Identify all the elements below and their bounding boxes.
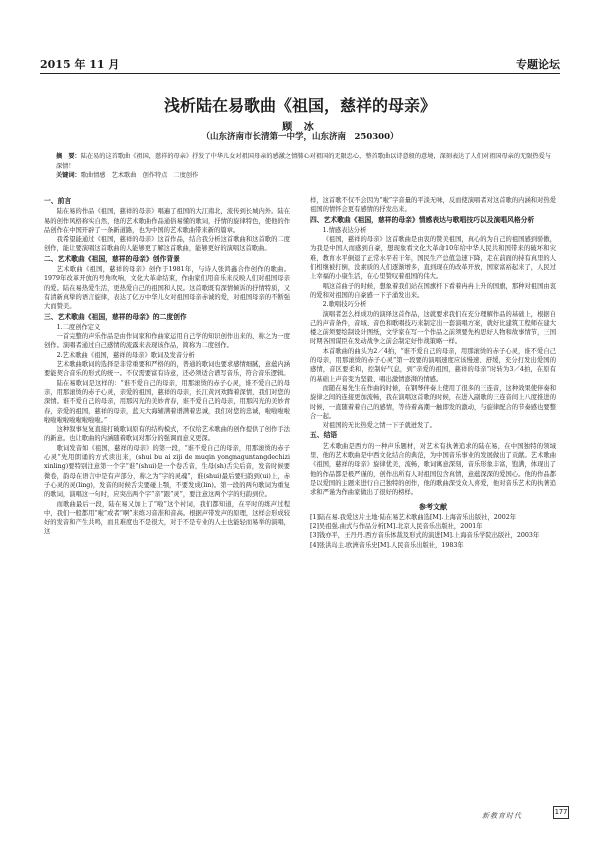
body-paragraph: 对祖国的无比热爱之情一下子就迸发了。 (322, 422, 436, 430)
section-label: 专题论坛 (516, 58, 560, 71)
abstract-label: 摘 要： (56, 153, 81, 160)
body-paragraph: 而随在易先生在作曲的时候，在钢琴伴奏上使用了很多的三连音，这种效果使伴奏和旋律之间的连接更加流畅，我在演唱这首歌的时候，在进入副歌的三连音间上八度推进的时候，一直随着着自己的感情，等待着高潮一触即发的激动，与旋律配合的节奏感也要整合一起。 (310, 384, 556, 420)
subsection-heading: 1.二度创作定义 (56, 323, 101, 331)
subsection-heading: 2.歌唱技巧分析 (322, 301, 367, 309)
section-heading: 四、艺术歌曲《祖国，慈祥的母亲》情感表达与歌唱技巧以及演唱风格分析 (310, 215, 535, 224)
journal-mark: 新教育时代 (482, 812, 522, 820)
body-paragraph: 艺术歌曲歌词的选择是非常重要和严格的的，普通的歌词也要求感情细腻，意蕴内涵要能契合音乐的形式的统一。不仅需要富有诗意，还必须适合谱写音乐，符合音乐逻辑。 (44, 361, 290, 378)
abstract-paragraph (56, 152, 556, 171)
abstract-block (56, 152, 556, 181)
body-paragraph: 歌词发音如《祖国，慈祥的母亲》的第一段，“谁不爱自己的母亲，用那滚烫的赤子心灵”先用朗诵的方式读出来，(shui bu ai ziji de muqin yongnaguntangdechizi xinling)要特别注意第一个字“谁”(shui)是一个卷舌音，生母(sh)舌尖后音，发音时候要微卷，韵母在语言中是有声部分，称之为“字的灵魂”，谁(shui)最后要归韵到(ui)上，赤子心灵的灵(ling)，发音的时候舌尖要碰上颚，不要发成(lin)。第一段的两句歌词为重复的歌词，演唱这一句时，应突出两个字“亲”跟“灵”，要注意这两个字的归韵到位。 (44, 444, 290, 499)
body-paragraph: 样，这首歌不仅不会因为“啦”字音量的平淡无味，反而使演唱者对这首歌的内涵和对热爱祖国的情怀会更有感情的抒发出来。 (310, 197, 556, 214)
body-paragraph: 这种叙事复复直接打破歌词原有的结构模式，不仅给艺术歌曲的创作提供了创作手法的新意。也让歌曲的内涵随着歌词对那分的强调而意义更深。 (44, 426, 290, 443)
body-paragraph: 艺术歌曲《祖国，慈祥的母亲》创作于1981年，与诗人张鸿鑫合作创作的歌曲。1979年改革开放的号角吹响，文化大革命结束，作曲家们用音乐来反映人们对祖国母亲的爱。陆在易热爱生活，更热爱自己的祖国和人民。这首歌既有深情倾诉的抒情特质，又有清新真挚的语言旋律，表达了亿万中华儿女对祖国母亲赤诚的爱，对祖国母亲的不断强大而赞美。 (44, 266, 290, 311)
article-title: 浅析陆在易歌曲《祖国，慈祥的母亲》 (163, 96, 436, 115)
abstract-text: 陆在易的这首歌曲《祖国，慈祥的母亲》抒发了中华儿女对祖国母亲的感激之情肺心对祖国的无限忠心，整首歌曲以诗意般的意境，深刻表达了人们对祖国母亲的无限热爱与深情！ (56, 153, 551, 170)
reference-item: [1]陆在易.我爱这片土地·陆在易艺术歌曲选[M].上海音乐出版社，2002年 (310, 513, 517, 521)
reference-item: [3]钱亦平，王丹丹.西方音乐体裁及形式的演进[M].上海音乐学院出版社，2003年 (310, 532, 540, 540)
section-heading: 一、前言 (44, 197, 72, 205)
body-paragraph: 陆在易歌词是这样的：“谁不爱自己的母亲，用那滚烫的赤子心灵，谁不爱自己的母亲，用那滚烫的赤子心灵，亲爱的祖国，慈祥的母亲，长江黄河欢腾着深情，我们对您的深情。谁不爱自己的母亲，用那闪光的美妙青春，谁不爱自己的母亲，用那闪光的美妙青春，亲爱的祖国，慈祥的母亲，蓝天大海辅满着谱满着忠诚，我们对您的忠诚，啦啦啦啦啦啦啦啦啦啦啦啦啦。” (44, 379, 290, 424)
body-paragraph: 唱这首曲子的时候，想象着我们站在国旗杆下看着冉冉上升的国旗，那种对祖国由衷的爱和对祖国的自豪感一下子涌发出来。 (310, 282, 556, 299)
body-paragraph: 陆在易的作品《祖国，慈祥的母亲》唱遍了祖国的大江南北，流传到长城内外。陆在易的创作风格称实自然，他的艺术歌曲作品通俗易懂的歌词，抒情的旋律特色，使他的作品创作在中国开辟了一条新道路，也为中国的艺术歌曲带来新的篇章。 (44, 208, 290, 234)
body-paragraph: 我希望能通过《祖国，慈祥的母亲》这首作品，结合我分析这首歌曲和这首歌的二度创作，能让要演唱这首歌曲的人能够更了解这首歌曲，能够更好的演唱这首歌曲。 (44, 236, 290, 253)
running-header (40, 56, 560, 76)
body-paragraph: 一首完整的声乐作品是由作词家和作曲家运用自己学的知识创作出来的，称之为一度创作。演唱者通过自己感情的流露来表现该作品，简称为二度创作。 (44, 333, 290, 350)
keywords-paragraph (56, 171, 556, 181)
affiliation: （山东济南市长清第一中学，山东济南 250300） (201, 132, 399, 142)
reference-item: [2]吴祖强.曲式与作品分析[M].北京人民音乐出版社，2001年 (310, 523, 483, 531)
section-heading: 三、艺术歌曲《祖国，慈祥的母亲》的二度创作 (44, 312, 187, 321)
keywords-text: 歌曲情感 艺术歌曲 创作特点 二度创作 (80, 172, 199, 180)
body-paragraph: 《祖国，慈祥的母亲》这首歌曲是由衷的赞美祖国，真心的为自己的祖国感到骄傲，为我是中国人而感到自豪，想现象看文化大革命10年给中华人民共和国带来的破坏和灾难，教育水平倒退了正常水平若干年，国民生产总值急速下降，走在前面的持有真里的人们相继被打倒，没素质的人们逐渐增多，直到现在的改革开放，国家富裕起来了，人民过上幸福的小康生活，在心里赞叹着祖国的伟大。 (310, 236, 556, 281)
header-rule (40, 73, 560, 74)
body-paragraph: 而歌曲最后一段，陆在易又加上了“啦”这个衬词，我们都知道，在平时的练声过程中，我们一般都用“啦”或者“啊”来练习音准和音高。根据声带发声的原理，这样会形成较好的发音和产生共鸣，而且难度也不是很大，对于不是专业的人士也能轻而易举的演唱，这 (44, 500, 290, 536)
body-paragraph: 本首歌曲的曲头为2／4拍，“谁不爱自己的母亲，用那滚烫的赤子心灵，谁不爱自己的母亲，用那滚烫的赤子心灵”第一段要的演唱速度应该慢速、舒缓，充分打发出爱国的感情，音区要柔和，控制好气息，到“亲爱的祖国，慈祥的母亲”时转为3／4拍，在原有的基础上声音变为坚毅、唱出激情澎湃的情感。 (310, 347, 556, 383)
page-number: 177 (553, 806, 569, 819)
body-paragraph: 演唱者怎么样成功的演绎这首作品，这就要求我们在充分理解作品的基础上，根据自己的声音条件，音域、音色和歌唱技巧来制定出一套演唱方案，就好比建筑工程师在建大楼之前须要绘制设计图纸，文学家在写一个作品之前须要先构思好人物和故事情节，三国时期各国谋臣在发动战争之前会制定好作战策略一样。 (310, 310, 556, 346)
issue-date: 2015 年 11 月 (40, 58, 120, 71)
subsection-heading: 2.艺术歌曲《祖国，慈祥的母亲》歌词及发音分析 (56, 351, 195, 359)
section-heading: 二、艺术歌曲《祖国，慈祥的母亲》创作背景 (44, 254, 180, 263)
references-heading: 参考文献 (419, 501, 447, 511)
reference-item: [4]张洪岛主.欧洲音乐史[M].人民音乐出版社，1983年 (310, 541, 464, 549)
right-column (310, 196, 556, 550)
left-column (44, 196, 290, 537)
body-paragraph: 艺术歌曲是西方的一种声乐题材，对艺术有执著追求的陆在易，在中国独特的领域里，他的艺术歌曲是中西文化结合的典范，为中国音乐事业的发展做出了贡献。艺术歌曲《祖国，慈祥的母亲》旋律优美，流畅，歌词寓意深刻，音乐形象丰富，饱满，体现出了他的作品都是极严谨的，创作出所有人对祖国包含真情，意蕴深深的爱国心。他的作品都是以爱国的主题来进行自己独特的创作，他的歌曲深受众人喜爱，他对音乐艺术的执著追求和严谨为作曲家做出了很好的榜样。 (310, 442, 556, 497)
keywords-label: 关键词： (56, 172, 81, 180)
author-name: 顾 冰 (282, 122, 318, 133)
section-heading: 五、结语 (310, 431, 338, 440)
subsection-heading: 1.情感表达分析 (322, 226, 367, 234)
